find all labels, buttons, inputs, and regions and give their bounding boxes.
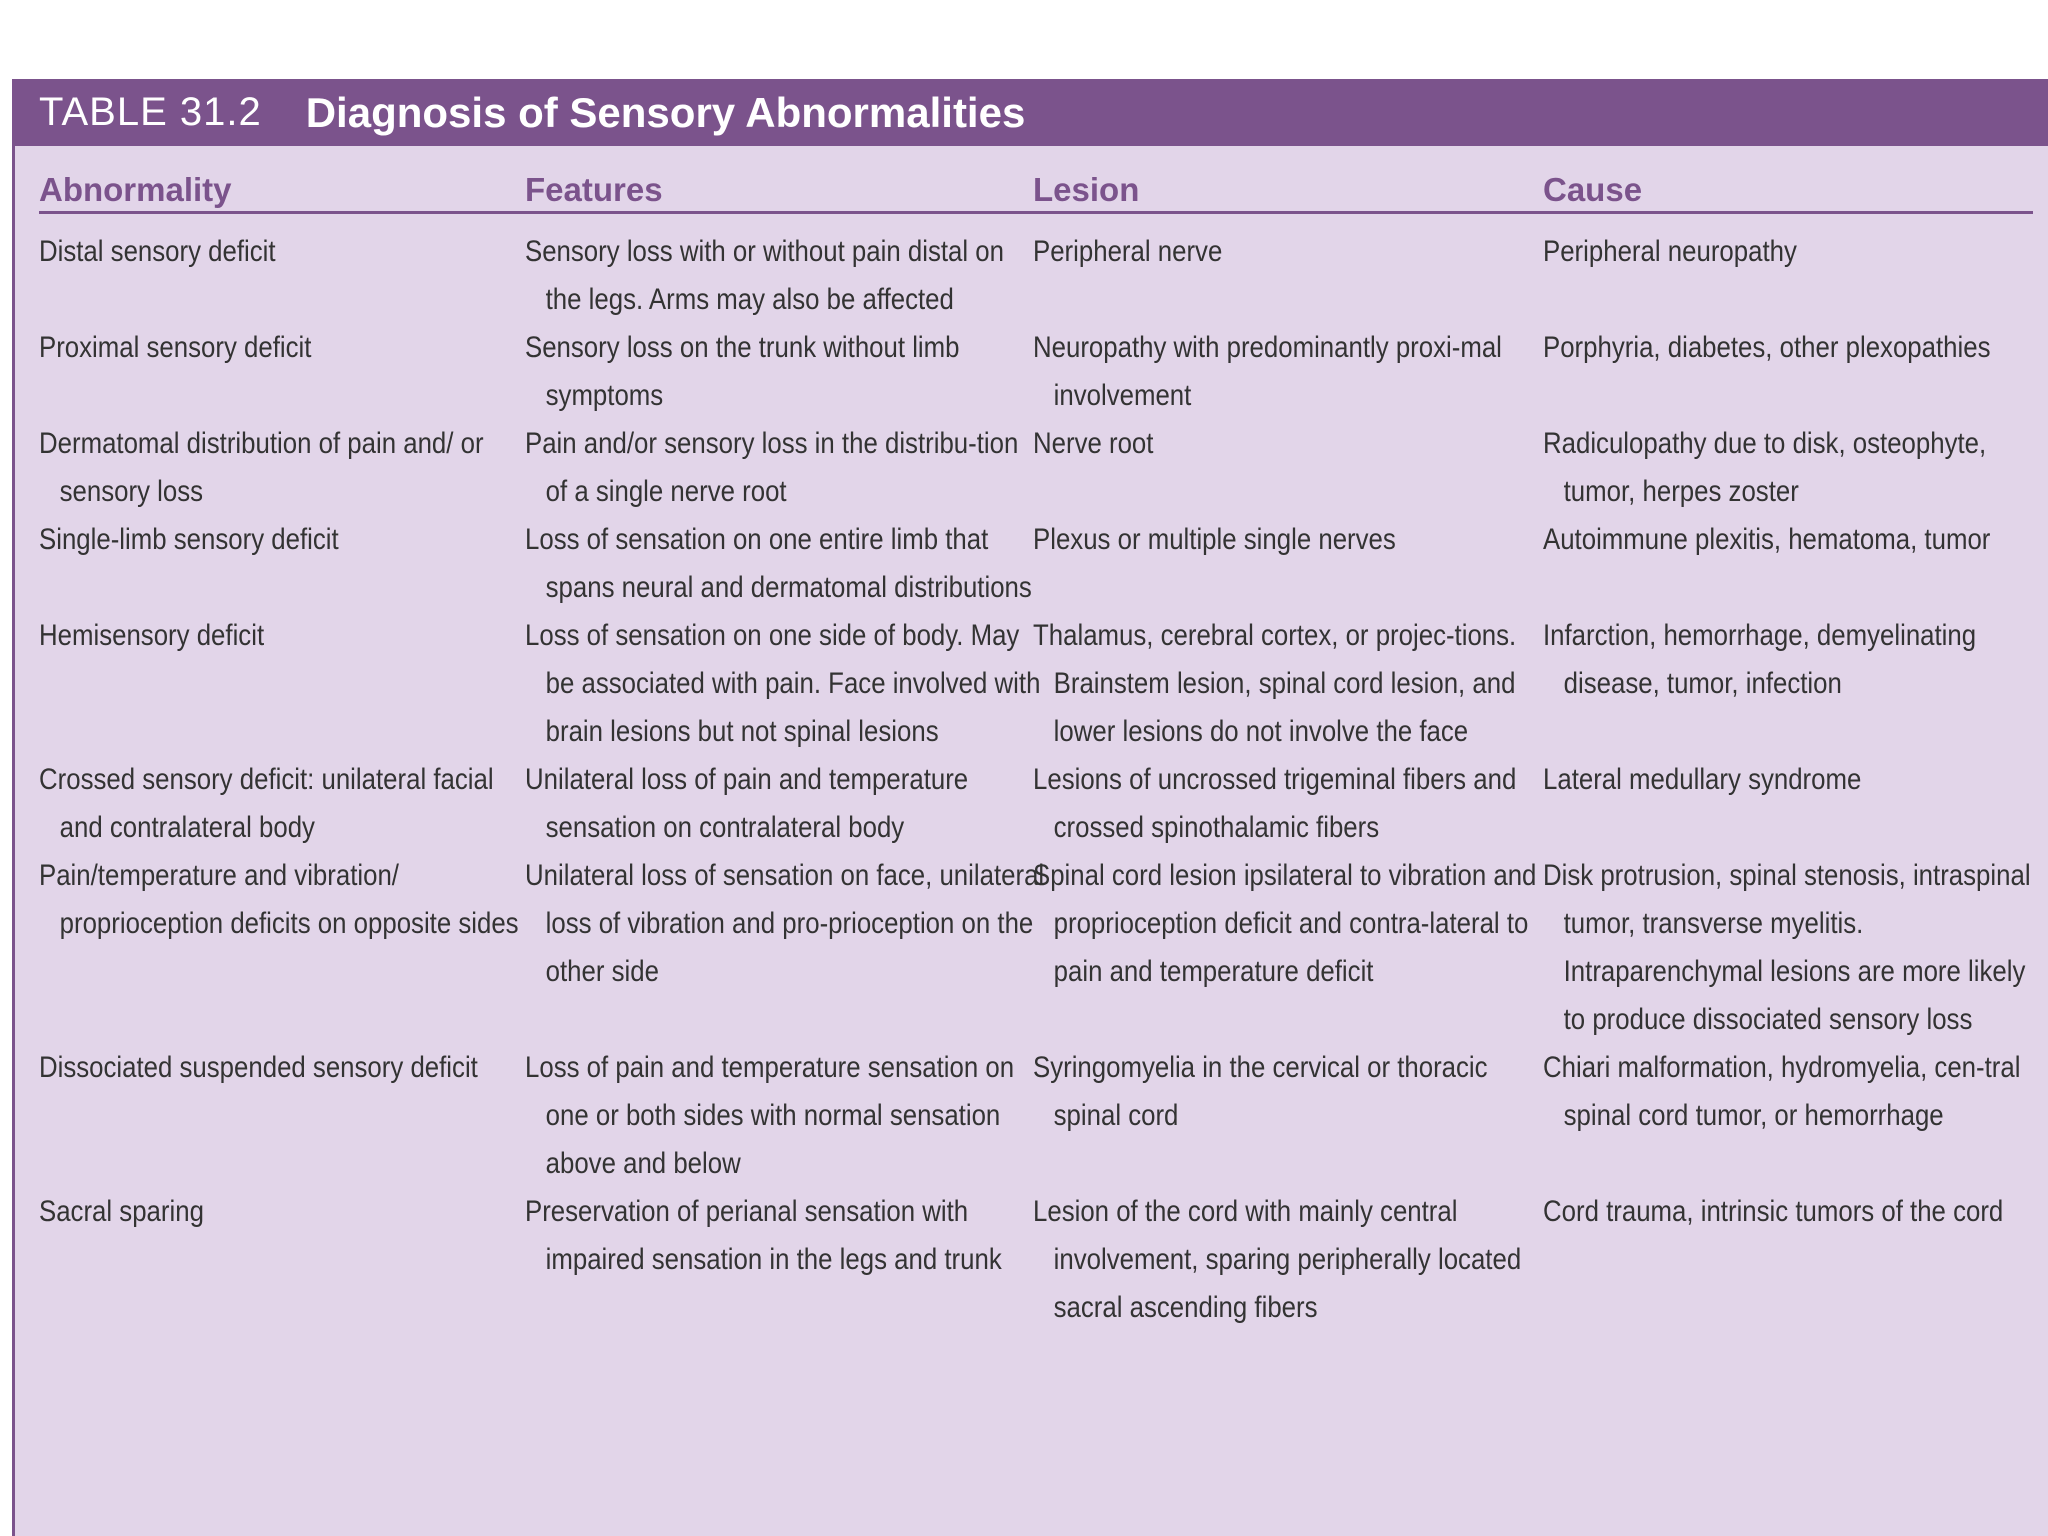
table-number: TABLE 31.2 xyxy=(39,90,262,134)
header-cause: Cause xyxy=(1543,169,2033,213)
header-abnormality: Abnormality xyxy=(39,169,525,213)
cell-cause: Disk protrusion, spinal stenosis, intraspinal tumor, transverse myelitis. Intraparenchymal lesions are more likely to produce dissociated sensory loss xyxy=(1543,859,2031,1036)
cell-abnormality: Hemisensory deficit xyxy=(39,619,265,652)
header-lesion: Lesion xyxy=(1033,169,1543,213)
table-row xyxy=(39,516,2033,612)
cell-abnormality: Sacral sparing xyxy=(39,1195,204,1228)
cell-abnormality: Distal sensory deficit xyxy=(39,235,276,268)
cell-abnormality: Dissociated suspended sensory deficit xyxy=(39,1051,478,1084)
cell-features: Unilateral loss of pain and temperature sensation on contralateral body xyxy=(525,763,969,844)
cell-cause: Lateral medullary syndrome xyxy=(1543,763,1862,796)
cell-lesion: Thalamus, cerebral cortex, or projec-tions. Brainstem lesion, spinal cord lesion, and lower lesions do not involve the face xyxy=(1033,619,1517,748)
cell-features: Loss of sensation on one entire limb that spans neural and dermatomal distributions xyxy=(525,523,1032,604)
table-row xyxy=(39,756,2033,852)
sensory-abnormalities-table xyxy=(12,79,2048,1536)
cell-lesion: Neuropathy with predominantly proxi-mal involvement xyxy=(1033,331,1502,412)
table-row xyxy=(39,324,2033,420)
cell-cause: Infarction, hemorrhage, demyelinating disease, tumor, infection xyxy=(1543,619,1977,700)
cell-lesion: Lesions of uncrossed trigeminal fibers and crossed spinothalamic fibers xyxy=(1033,763,1517,844)
cell-abnormality: Crossed sensory deficit: unilateral facial and contralateral body xyxy=(39,763,494,844)
cell-lesion: Nerve root xyxy=(1033,427,1154,460)
cell-cause: Cord trauma, intrinsic tumors of the cord xyxy=(1543,1195,2004,1228)
cell-lesion: Spinal cord lesion ipsilateral to vibration and proprioception deficit and contra-lateral to pain and temperature deficit xyxy=(1033,859,1537,988)
cell-lesion: Peripheral nerve xyxy=(1033,235,1223,268)
cell-features: Sensory loss with or without pain distal on the legs. Arms may also be affected xyxy=(525,235,1004,316)
cell-lesion: Plexus or multiple single nerves xyxy=(1033,523,1396,556)
diagnosis-table xyxy=(39,169,2033,1332)
cell-abnormality: Pain/temperature and vibration/ proprioception deficits on opposite sides xyxy=(39,859,519,940)
cell-lesion: Syringomyelia in the cervical or thoracic spinal cord xyxy=(1033,1051,1488,1132)
cell-features: Loss of pain and temperature sensation on one or both sides with normal sensation above and below xyxy=(525,1051,1015,1180)
cell-features: Unilateral loss of sensation on face, unilateral loss of vibration and pro-prioception on the other side xyxy=(525,859,1045,988)
table-row xyxy=(39,612,2033,756)
table-row xyxy=(39,852,2033,1044)
cell-cause: Radiculopathy due to disk, osteophyte, tumor, herpes zoster xyxy=(1543,427,1987,508)
cell-lesion: Lesion of the cord with mainly central involvement, sparing peripherally located sacral ascending fibers xyxy=(1033,1195,1522,1324)
cell-cause: Peripheral neuropathy xyxy=(1543,235,1797,268)
cell-features: Preservation of perianal sensation with impaired sensation in the legs and trunk xyxy=(525,1195,1002,1276)
cell-abnormality: Proximal sensory deficit xyxy=(39,331,312,364)
table-title: Diagnosis of Sensory Abnormalities xyxy=(305,88,1026,136)
table-row xyxy=(39,1188,2033,1332)
header-features: Features xyxy=(525,169,1033,213)
table-row xyxy=(39,1044,2033,1188)
cell-features: Loss of sensation on one side of body. May be associated with pain. Face involved with brain lesions but not spinal lesions xyxy=(525,619,1041,748)
header-row xyxy=(39,169,2033,213)
table-row xyxy=(39,420,2033,516)
cell-abnormality: Dermatomal distribution of pain and/ or sensory loss xyxy=(39,427,484,508)
cell-cause: Chiari malformation, hydromyelia, cen-tral spinal cord tumor, or hemorrhage xyxy=(1543,1051,2021,1132)
cell-features: Pain and/or sensory loss in the distribu-tion of a single nerve root xyxy=(525,427,1019,508)
cell-abnormality: Single-limb sensory deficit xyxy=(39,523,339,556)
cell-cause: Autoimmune plexitis, hematoma, tumor xyxy=(1543,523,1991,556)
table-title-bar xyxy=(15,79,2048,146)
cell-cause: Porphyria, diabetes, other plexopathies xyxy=(1543,331,1991,364)
cell-features: Sensory loss on the trunk without limb symptoms xyxy=(525,331,960,412)
table-row xyxy=(39,213,2033,325)
